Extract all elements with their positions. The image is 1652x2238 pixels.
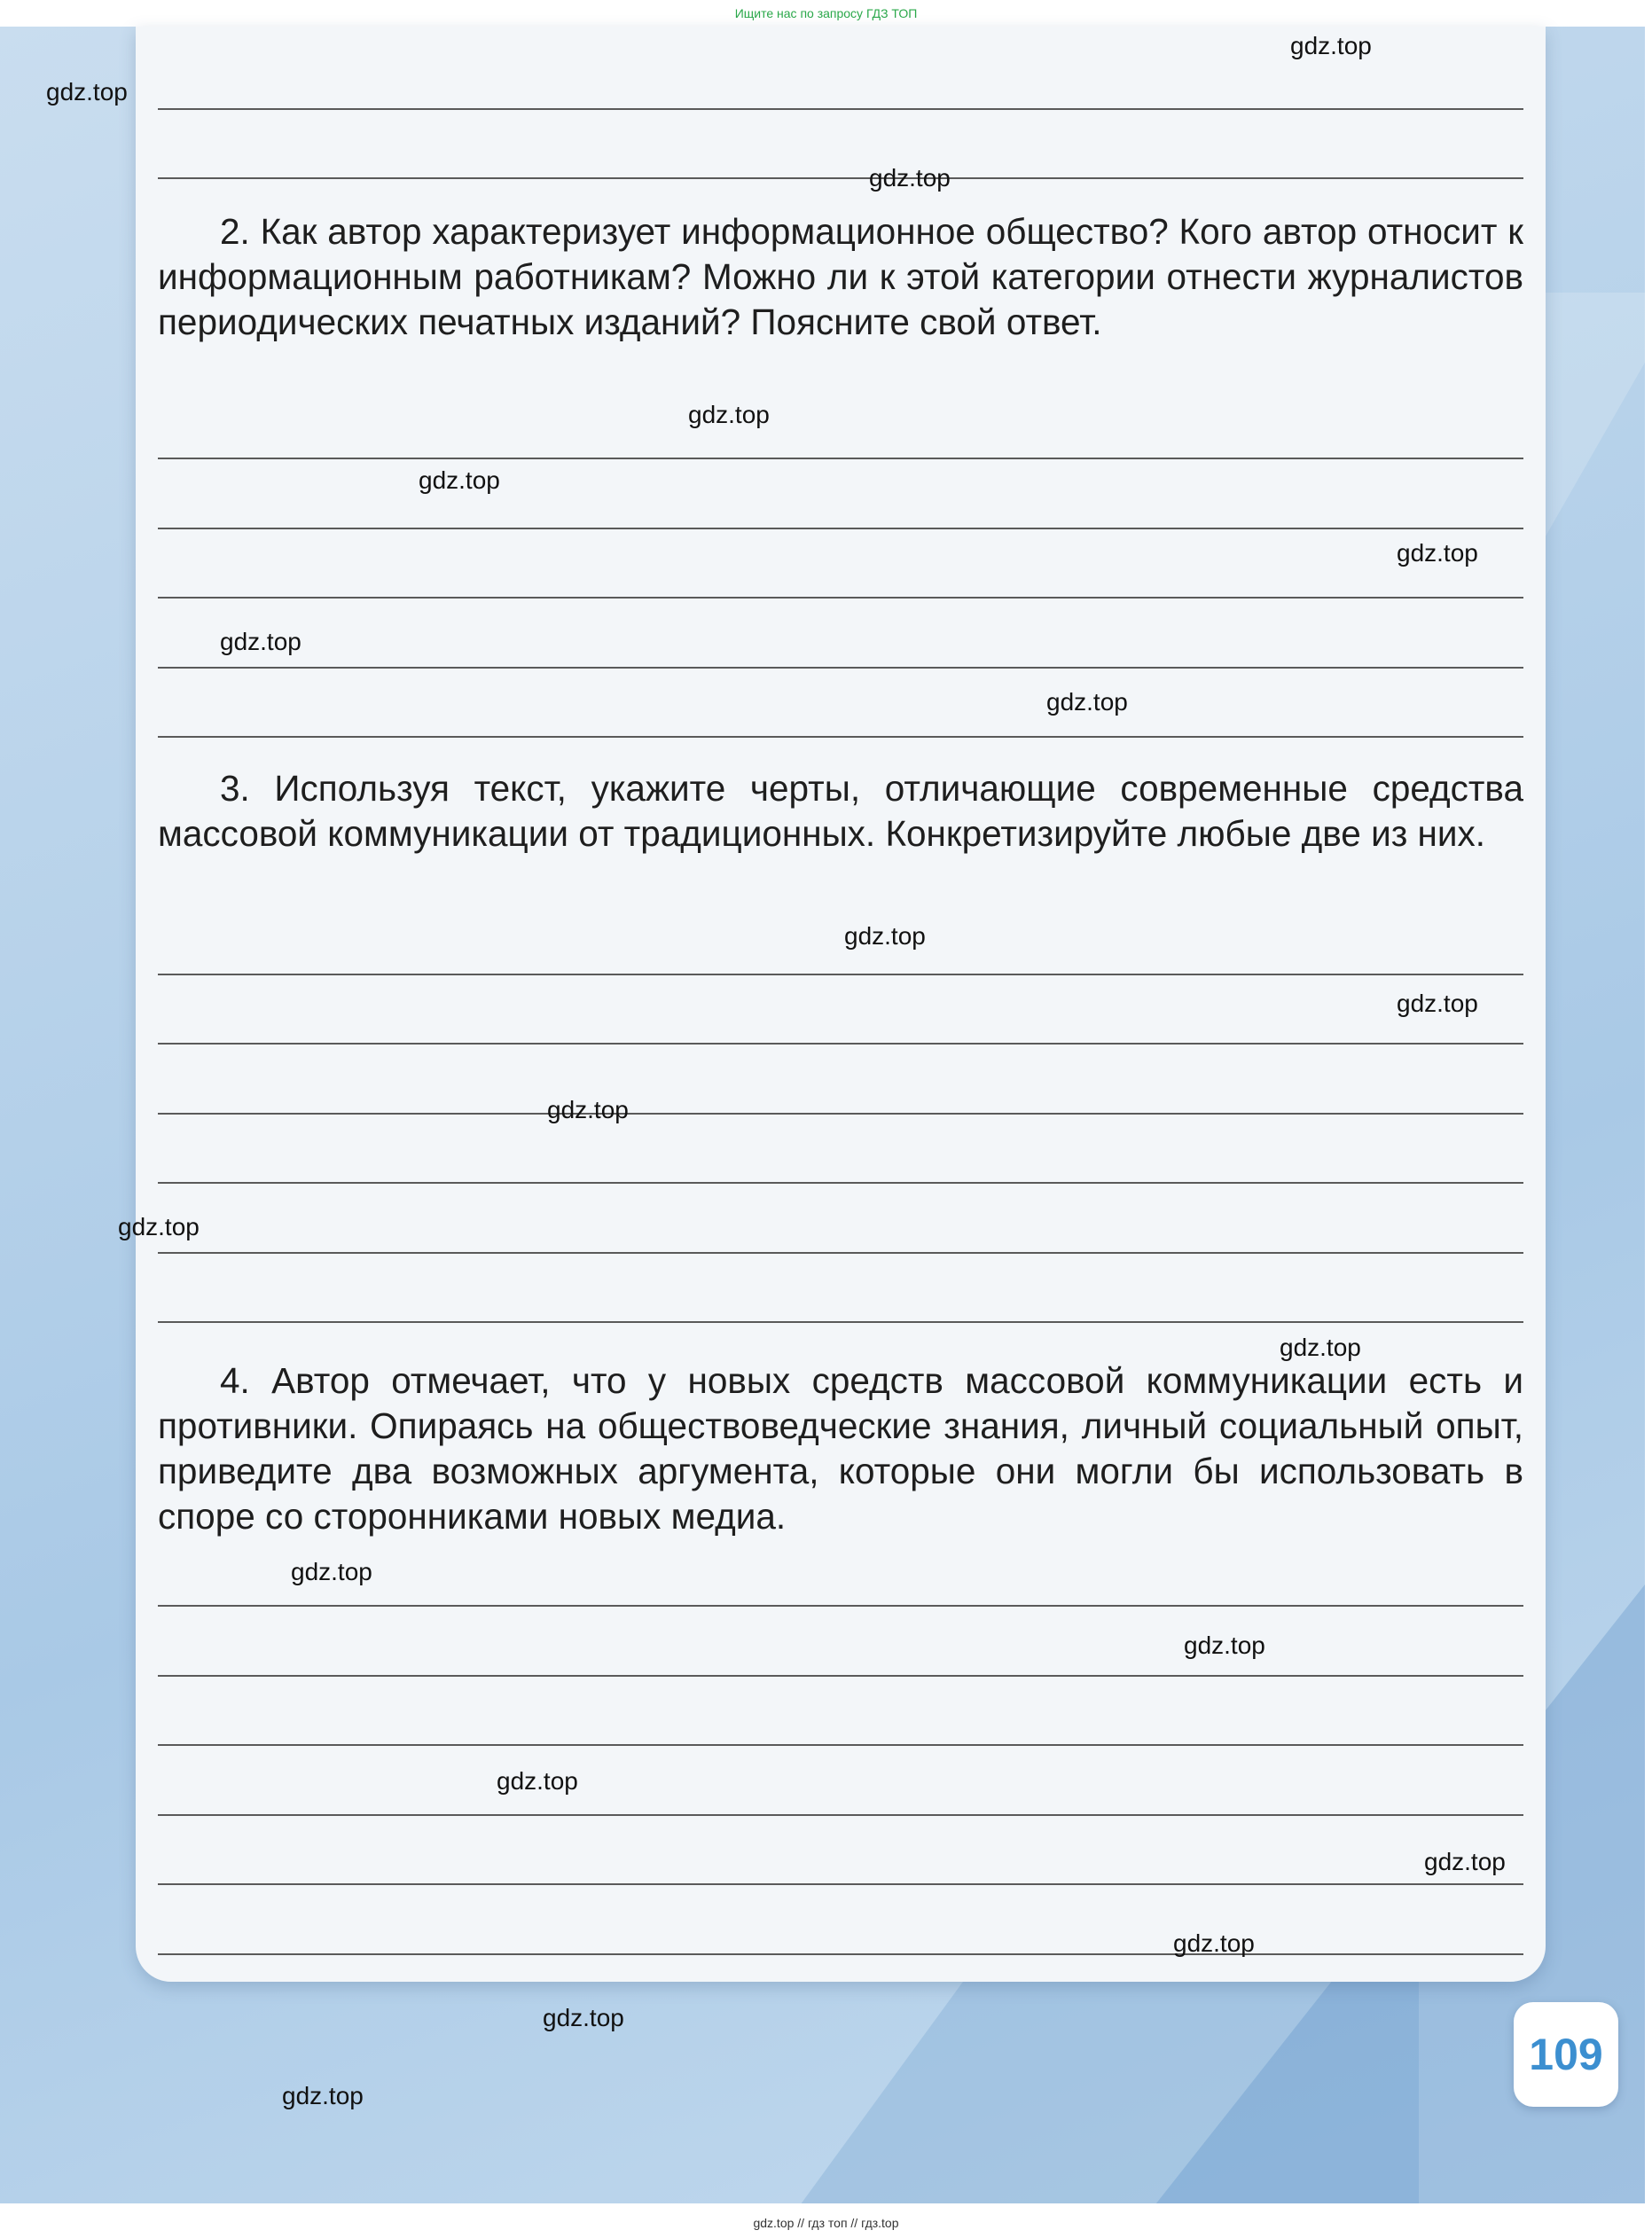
watermark: gdz.top: [46, 78, 128, 106]
answer-line: [158, 974, 1523, 975]
watermark: gdz.top: [1184, 1632, 1265, 1659]
answer-line: [158, 458, 1523, 459]
watermark: gdz.top: [220, 628, 301, 655]
watermark: gdz.top: [1290, 32, 1372, 59]
top-banner: Ищите нас по запросу ГДЗ ТОП: [734, 6, 918, 20]
answer-line: [158, 1252, 1523, 1254]
answer-line: [158, 1113, 1523, 1115]
watermark: gdz.top: [688, 401, 770, 428]
answer-line: [158, 528, 1523, 529]
watermark: gdz.top: [291, 1558, 372, 1585]
watermark: gdz.top: [1397, 990, 1478, 1017]
watermark: gdz.top: [1424, 1848, 1506, 1875]
answer-line: [158, 1182, 1523, 1184]
answer-line: [158, 1814, 1523, 1816]
answer-line: [158, 667, 1523, 669]
answer-line: [158, 108, 1523, 110]
answer-line: [158, 1675, 1523, 1677]
answer-line: [158, 736, 1523, 738]
scan-edge: [1645, 0, 1652, 2238]
watermark: gdz.top: [1280, 1334, 1361, 1361]
question-3: 3. Используя текст, укажите черты, отличающие современные средства массовой коммуникации от традиционных. Конкретизируйте любые две из них.: [158, 768, 1523, 854]
watermark: gdz.top: [1173, 1929, 1255, 1957]
answer-line: [158, 597, 1523, 599]
answer-line: [158, 1605, 1523, 1607]
watermark: gdz.top: [869, 164, 951, 192]
answer-line: [158, 177, 1523, 179]
answer-line: [158, 1953, 1523, 1955]
question-2: 2. Как автор характеризует информационное общество? Кого автор относит к информационным работникам? Можно ли к этой категории отнести журналистов периодических печатных изданий? Поясните свой ответ.: [158, 211, 1523, 342]
question-4: 4. Автор отмечает, что у новых средств массовой коммуникации есть и противники. Опираясь на обществоведческие знания, личный социальный опыт, приведите два возможных аргумента, которые они могли бы использовать в споре со сторонниками новых медиа.: [158, 1360, 1523, 1537]
watermark: gdz.top: [1046, 688, 1128, 716]
watermark: gdz.top: [543, 2004, 624, 2031]
answer-line: [158, 1744, 1523, 1746]
page-number-badge: 109: [1514, 2002, 1618, 2107]
answer-line: [158, 1043, 1523, 1045]
watermark: gdz.top: [547, 1096, 629, 1123]
answer-line: [158, 1321, 1523, 1323]
watermark: gdz.top: [844, 922, 926, 950]
watermark: gdz.top: [1397, 539, 1478, 567]
watermark: gdz.top: [118, 1213, 200, 1240]
watermark: gdz.top: [419, 466, 500, 494]
watermark: gdz.top: [282, 2082, 364, 2109]
answer-line: [158, 1883, 1523, 1885]
watermark: gdz.top: [497, 1767, 578, 1795]
bottom-banner: gdz.top // гдз топ // гдз.top: [753, 2216, 899, 2230]
